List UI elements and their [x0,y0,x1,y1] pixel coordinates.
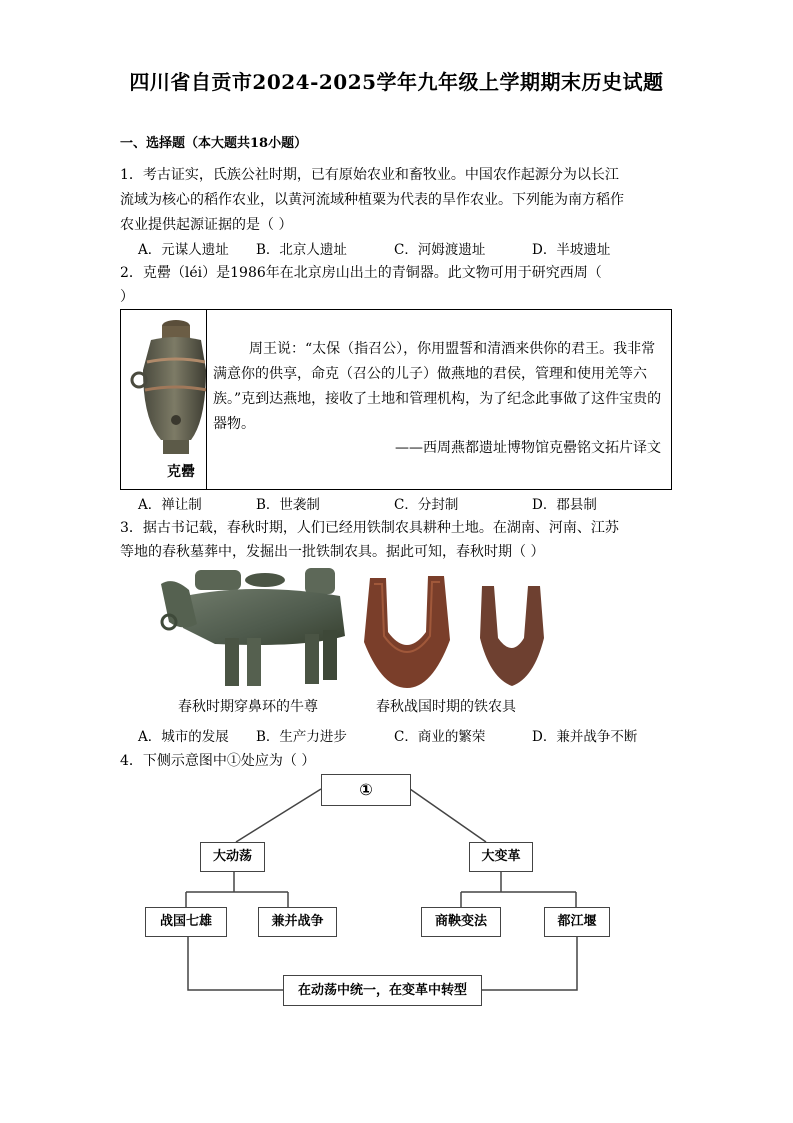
q3-line-1: 3．据古书记载，春秋时期，人们已经用铁制农具耕种土地。在湖南、河南、江苏 [120,520,619,536]
q1-option-d[interactable]: D．半坡遗址 [532,242,611,258]
q2-option-c[interactable]: C．分封制 [394,497,459,513]
q3-option-c[interactable]: C．商业的繁荣 [394,729,486,745]
iron-tool-caption: 春秋战国时期的铁农具 [376,699,516,715]
ke-lei-caption: 克罍 [167,464,195,480]
q3-option-d[interactable]: D．兼并战争不断 [532,729,638,745]
q2-option-a[interactable]: A．禅让制 [138,497,202,513]
q2-line-2: ） [120,289,134,305]
diagram-right-child-1: 商鞅变法 [421,907,501,937]
ke-lei-source: ——西周燕都遗址博物馆克罍铭文拓片译文 [395,440,661,456]
q1-option-b[interactable]: B．北京人遗址 [256,242,347,258]
q3-option-a[interactable]: A．城市的发展 [138,729,229,745]
q1-line-1: 1．考古证实，氏族公社时期，已有原始农业和畜牧业。中国农作起源分为以长江 [120,167,619,183]
ke-lei-quote-text: 周王说：“太保（指召公），你用盟誓和清酒来供你的君王。我非常满意你的供享，命克（召公的儿子）做燕地的君侯，管理和使用羌等六族。”克到达燕地，接收了土地和管理机构，为了纪念此事做了这件宝贵的器物。 [213,341,662,432]
diagram-left-child-2: 兼并战争 [258,907,337,937]
diagram-bottom-box: 在动荡中统一，在变革中转型 [283,975,482,1006]
q2-option-b[interactable]: B．世袭制 [256,497,320,513]
diagram-left-box: 大动荡 [200,842,265,872]
diagram-right-child-2: 都江堰 [544,907,610,937]
q4-line: 4．下侧示意图中①处应为（ ） [120,753,316,769]
q1-line-2: 流域为核心的稻作农业，以黄河流域种植粟为代表的旱作农业。下列能为南方稻作 [120,192,624,208]
diagram-top-box: ① [321,774,411,806]
q1-option-c[interactable]: C．河姆渡遗址 [394,242,486,258]
ox-zun-caption: 春秋时期穿鼻环的牛尊 [178,699,318,715]
diagram-right-box: 大变革 [469,842,533,872]
q3-line-2: 等地的春秋墓葬中，发掘出一批铁制农具。据此可知，春秋时期（ ） [120,544,545,560]
q2-option-d[interactable]: D．郡县制 [532,497,597,513]
q1-line-3: 农业提供起源证据的是（ ） [120,217,293,233]
diagram-left-child-1: 战国七雄 [145,907,227,937]
section-heading: 一、选择题（本大题共18小题） [120,136,308,151]
q1-option-a[interactable]: A．元谋人遗址 [138,242,229,258]
q2-line-1: 2．克罍（léi）是1986年在北京房山出土的青铜器。此文物可用于研究西周（ [120,265,602,281]
q3-option-b[interactable]: B．生产力进步 [256,729,347,745]
page-title: 四川省自贡市2024-2025学年九年级上学期期末历史试题 [129,70,664,94]
